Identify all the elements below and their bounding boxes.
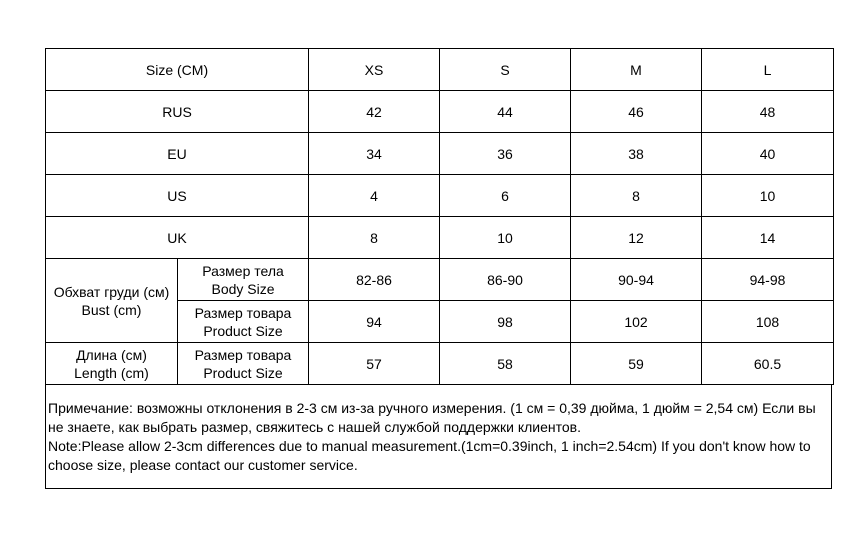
table-cell: 38 bbox=[571, 133, 702, 175]
table-cell: 8 bbox=[309, 217, 440, 259]
table-row-rus bbox=[46, 91, 834, 133]
table-row-bust-body bbox=[46, 259, 834, 301]
length-label bbox=[46, 343, 178, 385]
size-header-l: L bbox=[702, 49, 834, 91]
table-cell: 34 bbox=[309, 133, 440, 175]
table-cell: 60.5 bbox=[702, 343, 834, 385]
table-cell: 102 bbox=[571, 301, 702, 343]
size-chart-table bbox=[45, 48, 834, 385]
length-product-size-label-ru: Размер товара bbox=[194, 346, 292, 363]
product-size-label-en: Product Size bbox=[203, 322, 283, 339]
product-size-label bbox=[178, 301, 309, 343]
size-cm-header: Size (CM) bbox=[46, 49, 309, 91]
bust-label-en: Bust (cm) bbox=[81, 301, 142, 318]
note-en-line-2: choose size, please contact our customer service. bbox=[48, 457, 358, 473]
table-cell: 90-94 bbox=[571, 259, 702, 301]
length-label-en: Length (cm) bbox=[74, 364, 149, 381]
table-cell: 86-90 bbox=[440, 259, 571, 301]
table-cell: 10 bbox=[440, 217, 571, 259]
note-ru-line-2: не знаете, как выбрать размер, свяжитесь с нашей службой поддержки клиентов. bbox=[48, 419, 582, 435]
table-cell: 44 bbox=[440, 91, 571, 133]
table-cell: 108 bbox=[702, 301, 834, 343]
table-cell: 4 bbox=[309, 175, 440, 217]
length-label-ru: Длина (см) bbox=[76, 346, 147, 363]
table-cell: 59 bbox=[571, 343, 702, 385]
row-label-us: US bbox=[46, 175, 309, 217]
table-row-uk bbox=[46, 217, 834, 259]
body-size-label-en: Body Size bbox=[211, 280, 275, 297]
size-header-xs: XS bbox=[309, 49, 440, 91]
row-label-uk: UK bbox=[46, 217, 309, 259]
row-label-eu: EU bbox=[46, 133, 309, 175]
size-header-m: M bbox=[571, 49, 702, 91]
body-size-label-ru: Размер тела bbox=[202, 262, 284, 279]
note-ru-line-1: Примечание: возможны отклонения в 2-3 см из-за ручного измерения. (1 см = 0,39 дюйма, 1 дюйм = 2,54 см) Если вы bbox=[48, 400, 816, 416]
table-cell: 94 bbox=[309, 301, 440, 343]
body-size-label bbox=[178, 259, 309, 301]
table-cell: 36 bbox=[440, 133, 571, 175]
table-cell: 8 bbox=[571, 175, 702, 217]
bust-label bbox=[46, 259, 178, 343]
table-row-us bbox=[46, 175, 834, 217]
table-cell: 48 bbox=[702, 91, 834, 133]
table-cell: 58 bbox=[440, 343, 571, 385]
table-cell: 14 bbox=[702, 217, 834, 259]
table-cell: 98 bbox=[440, 301, 571, 343]
product-size-label-ru: Размер товара bbox=[194, 304, 292, 321]
table-cell: 12 bbox=[571, 217, 702, 259]
table-cell: 40 bbox=[702, 133, 834, 175]
bust-label-ru: Обхват груди (см) bbox=[53, 283, 170, 300]
length-product-size-label bbox=[178, 343, 309, 385]
table-cell: 6 bbox=[440, 175, 571, 217]
table-row-eu bbox=[46, 133, 834, 175]
header-row bbox=[46, 49, 834, 91]
row-label-rus: RUS bbox=[46, 91, 309, 133]
table-cell: 46 bbox=[571, 91, 702, 133]
note-en-line-1: Note:Please allow 2-3cm differences due to manual measurement.(1cm=0.39inch, 1 inch=2.54cm) If you don't know how to bbox=[48, 438, 811, 454]
table-cell: 94-98 bbox=[702, 259, 834, 301]
measurement-note bbox=[45, 384, 832, 489]
table-cell: 10 bbox=[702, 175, 834, 217]
table-cell: 42 bbox=[309, 91, 440, 133]
length-product-size-label-en: Product Size bbox=[203, 364, 283, 381]
table-row-length bbox=[46, 343, 834, 385]
table-cell: 57 bbox=[309, 343, 440, 385]
table-cell: 82-86 bbox=[309, 259, 440, 301]
size-header-s: S bbox=[440, 49, 571, 91]
